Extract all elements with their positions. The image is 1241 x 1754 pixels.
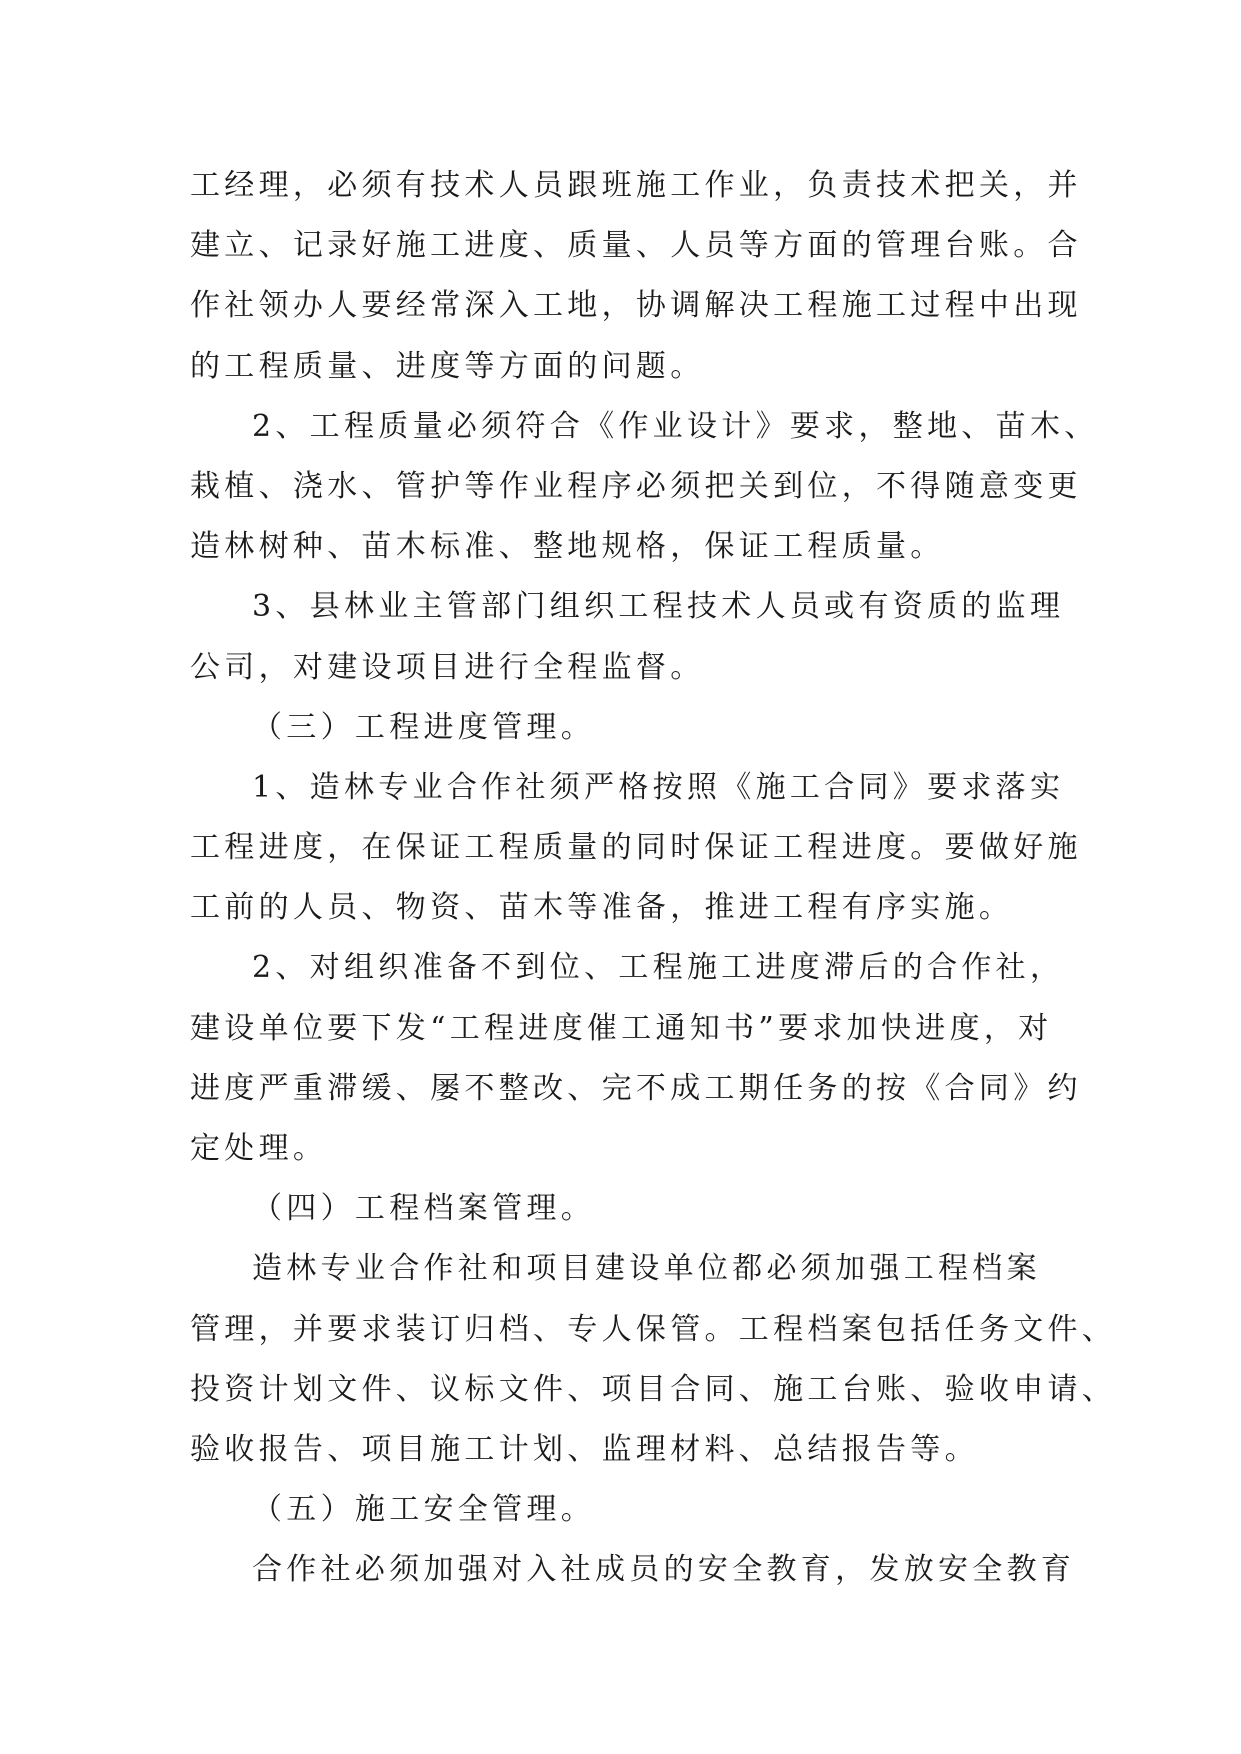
text-line: 造林树种、苗木标准、整地规格，保证工程质量。: [190, 529, 945, 565]
paragraph-item-3-start: 3、县林业主管部门组织工程技术人员或有资质的监理: [252, 589, 1065, 625]
text-line: 建设单位要下发“工程进度催工通知书”要求加快进度，对: [190, 1010, 1053, 1046]
paragraph-item-1-start: 1、造林专业合作社须严格按照《施工合同》要求落实: [252, 769, 1065, 805]
paragraph-start: 造林专业合作社和项目建设单位都必须加强工程档案: [252, 1251, 1041, 1287]
document-body: [190, 156, 1117, 1601]
text-line: 工前的人员、物资、苗木等准备，推进工程有序实施。: [190, 890, 1014, 926]
text-line: 建立、记录好施工进度、质量、人员等方面的管理台账。合: [190, 228, 1082, 264]
text-line: 定处理。: [190, 1131, 328, 1166]
text-line: 栽植、浇水、管护等作业程序必须把关到位，不得随意变更: [190, 468, 1082, 504]
text-line: 公司，对建设项目进行全程监督。: [190, 649, 705, 685]
text-line: 工经理，必须有技术人员跟班施工作业，负责技术把关，并: [190, 168, 1082, 203]
section-heading-5: （五）施工安全管理。: [252, 1492, 595, 1528]
text-line: 工程进度，在保证工程质量的同时保证工程进度。要做好施: [190, 830, 1082, 866]
paragraph-item-2-start: 2、工程质量必须符合《作业设计》要求，整地、苗木、: [252, 408, 1099, 444]
section-heading-3: （三）工程进度管理。: [252, 709, 595, 745]
text-line: 验收报告、项目施工计划、监理材料、总结报告等。: [190, 1431, 979, 1467]
text-line: 进度严重滞缓、屡不整改、完不成工期任务的按《合同》约: [190, 1070, 1082, 1106]
text-line: 的工程质量、进度等方面的问题。: [190, 348, 705, 384]
text-line: 投资计划文件、议标文件、项目合同、施工台账、验收申请、: [190, 1371, 1117, 1407]
section-heading-4: （四）工程档案管理。: [252, 1191, 595, 1227]
paragraph-start: 合作社必须加强对入社成员的安全教育，发放安全教育: [252, 1552, 1076, 1588]
text-line: 作社领办人要经常深入工地，协调解决工程施工过程中出现: [190, 288, 1082, 324]
paragraph-item-2-start: 2、对组织准备不到位、工程施工进度滞后的合作社，: [252, 950, 1065, 986]
text-line: 管理，并要求装订归档、专人保管。工程档案包括任务文件、: [190, 1311, 1117, 1347]
